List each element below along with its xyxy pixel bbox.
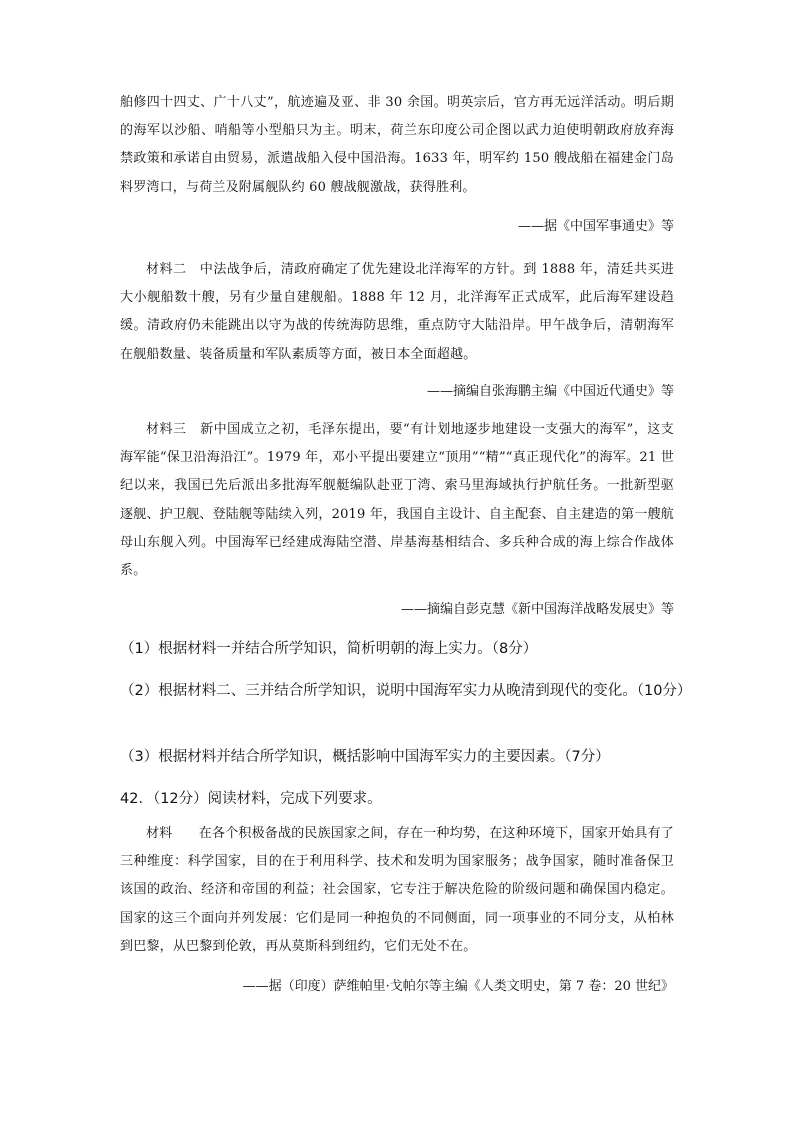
- question-1: （1）根据材料一并结合所学知识，简析明朝的海上实力。（8分）: [120, 641, 538, 657]
- question-3: （3）根据材料并结合所学知识，概括影响中国海军实力的主要因素。（7分）: [120, 749, 610, 765]
- material-3-paragraph: 材料三 新中国成立之初，毛泽东提出，要“有计划地逐步地建设一支强大的海军”，这支海军能“保卫沿海沿江”。1979 年，邓小平提出要建立“顶用”“精”“真正现代化”的海军。21 世纪以来，我国已先后派出多批海军舰艇编队赴亚丁湾、索马里海域执行护航任务。一批新型驱逐舰、护卫舰、登陆舰等陆续入列，2019 年，我国自主设计、自主配套、自主建造的第一艘航母山东舰入列。中国海军已经建成海陆空潜、岸基海基相结合、多兵种合成的海上综合作战体系。: [120, 422, 674, 579]
- source-citation-1: ——据《中国军事通史》等: [517, 219, 674, 234]
- question-2: （2）根据材料二、三并结合所学知识，说明中国海军实力从晚清到现代的变化。（10分）: [120, 683, 692, 699]
- source-citation-2: ——摘编自张海鹏主编《中国近代通史》等: [426, 384, 674, 399]
- material-2-paragraph: 材料二 中法战争后，清政府确定了优先建设北洋海军的方针。到 1888 年，清廷共买进大小舰船数十艘，另有少量自建舰船。1888 年 12 月，北洋海军正式成军，此后海军建设趋缓。清政府仍未能跳出以守为战的传统海防思维，重点防守大陆沿岸。甲午战争后，清朝海军在舰船数量、装备质量和军队素质等方面，被日本全面超越。: [120, 262, 674, 362]
- material-42-paragraph: 材料 在各个积极备战的民族国家之间，存在一种均势，在这种环境下，国家开始具有了三种维度：科学国家，目的在于利用科学、技术和发明为国家服务；战争国家，随时准备保卫该国的政治、经济和帝国的利益；社会国家，它专注于解决危险的阶级问题和确保国内稳定。国家的这三个面向并列发展：它们是同一种抱负的不同侧面，同一项事业的不同分支，从柏林到巴黎，从巴黎到伦敦，再从莫斯科到纽约，它们无处不在。: [120, 826, 675, 954]
- source-citation-3: ——摘编自彭克慧《新中国海洋战略发展史》等: [400, 602, 674, 617]
- source-citation-42: ——据（印度）萨维帕里·戈帕尔等主编《人类文明史，第 7 卷：20 世纪》: [242, 979, 674, 994]
- question-42-heading: 42．（12分）阅读材料，完成下列要求。: [120, 791, 382, 807]
- intro-paragraph: 舶修四十四丈、广十八丈”，航迹遍及亚、非 30 余国。明英宗后，官方再无远洋活动。明后期的海军以沙船、哨船等小型船只为主。明末，荷兰东印度公司企图以武力迫使明朝政府放弃海禁政策和承诺自由贸易，派遣战船入侵中国沿海。1633 年，明军约 150 艘战船在福建金门岛料罗湾口，与荷兰及附属舰队约 60 艘战舰激战，获得胜利。: [120, 95, 674, 195]
